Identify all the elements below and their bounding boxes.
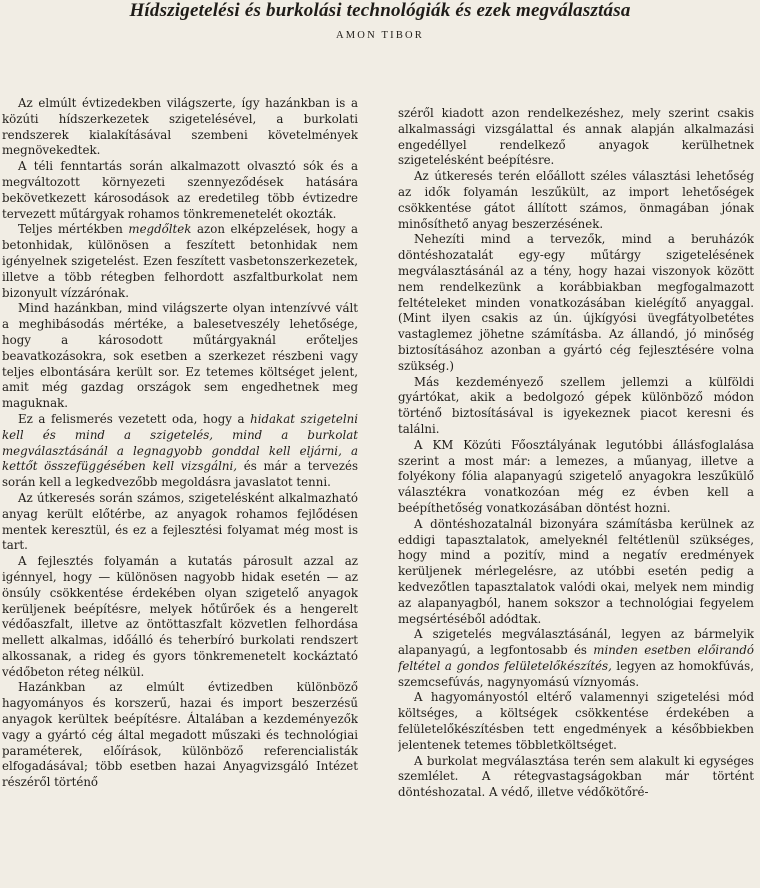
text-run: Az útkeresés terén előállott széles választási lehetőség az idők folyamán leszűkült, az import lehetőségek csökkentése gátot állított számos, önmagában jónak minősíthető anyag beszerzésének.: [398, 169, 754, 231]
paragraph: [2, 554, 358, 680]
text-run: A KM Közúti Főosztályának legutóbbi állásfoglalása szerint a most már: a lemezes, a műanyag, illetve a folyékony fólia alapanyagú szigetelő anyagokra leszűkülő választékra vonatkozóan még ez évben kell a beépíthetőség vonatkozásában döntést hozni.: [398, 437, 754, 515]
text-run: A hagyományostól eltérő valamennyi szigetelési mód költséges, a költségek csökkentése érdekében a felületelőkészítésben tett engedmények a későbbiekben jelentenek tetemes többletköltséget.: [398, 690, 754, 752]
left-column: [2, 96, 358, 878]
emphasis-run: minden esetben előirandó feltétel a gondos felületelőkészítés,: [398, 643, 754, 673]
paragraph: [2, 412, 358, 491]
paragraph: [2, 96, 358, 159]
text-run: A szigetelés megválasztásánál, legyen az bármelyik alapanyagú, a legfontosabb és: [398, 627, 754, 658]
text-run: azon elképzelések, hogy a betonhidak, különösen a feszített betonhidak nem igényelnek szigetelést. Ezen feszített vasbetonszerkezetek, illetve a több rétegben felhordott aszfaltburkolat nem bizonyult vízzárónak.: [2, 222, 358, 300]
text-run: A fejlesztés folyamán a kutatás párosult azzal az igénnyel, hogy — különösen nagyobb hidak esetén — az önsúly csökkentése érdekében olyan szigetelő anyagok kerüljenek beépítésre, melyek hőtűrőek és a hengerelt védőaszfalt, illetve az öntöttaszfalt közvetlen felhordása mellett alkalmas, időálló és teherbíró burkolati rendszert alkossanak, a rideg és gyors tönkremenetelt kockáztató védőbeton réteg nélkül.: [2, 554, 358, 679]
text-run: és már a tervezés során kell a legkedvezőbb megoldásra javaslatot tenni.: [2, 459, 358, 490]
text-run: A burkolat megválasztása terén sem alakult ki egységes szemlélet. A rétegvastagságokban már történt döntéshozatal. A védő, illetve védőkötőré-: [398, 753, 754, 800]
paragraph: [398, 438, 754, 517]
text-run: Teljes mértékben: [18, 222, 129, 237]
paragraph: [398, 232, 754, 374]
text-run: Az elmúlt évtizedekben világszerte, így hazánkban is a közúti hídszerkezetek szigetelésével, a burkolati rendszerek kialakításával szembeni követelmények megnövekedtek.: [2, 96, 358, 158]
text-run: Más kezdeményező szellem jellemzi a külföldi gyártókat, akik a bedolgozó gépek különböző módon történő biztosításával is igyekeznek piacot keresni és találni.: [398, 374, 754, 436]
paragraph: [2, 159, 358, 222]
text-run: Hazánkban az elmúlt évtizedben különböző hagyományos és korszerű, hazai és import beszerzésű anyagok kerültek beépítésre. Általában a kezdeményezők vagy a gyártó cég által megadott műszaki és technológiai paraméterek, előírások, különböző referencialisták elfogadásával; több esetben hazai Anyagvizsgáló Intézet részéről történő: [2, 680, 358, 790]
paragraph: [2, 301, 358, 412]
article-title: Hídszigetelési és burkolási technológiák és ezek megválasztása: [129, 0, 631, 21]
paragraph: [398, 169, 754, 232]
paragraph: [398, 517, 754, 628]
text-run: legyen az homokfúvás, szemcsefúvás, nagynyomású víznyomás.: [398, 658, 754, 689]
text-run: széről kiadott azon rendelkezéshez, mely szerint csakis alkalmassági vizsgálattal és annak alapján alkalmazási engedéllyel rendelkező anyagok kerülhetnek szigetelésként beépítésre.: [398, 106, 754, 168]
right-column: [398, 106, 754, 888]
paragraph: [398, 375, 754, 438]
paragraph: [2, 222, 358, 301]
paragraph: [398, 627, 754, 690]
text-run: A téli fenntartás során alkalmazott olvasztó sók és a megváltozott környezeti szennyeződések hatására bekövetkezett károsodások az eredetileg több évtizedre tervezett műtárgyak rohamos tönkremenetelét okozták.: [2, 159, 358, 221]
paragraph: [398, 106, 754, 169]
text-run: Mind hazánkban, mind világszerte olyan intenzívvé vált a meghibásodás mértéke, a balesetveszély lehetősége, hogy a károsodott műtárgyaknál erőteljes beavatkozásokra, sok esetben a szerkezet részbeni vagy teljes elbontására került sor. Ez tetemes költséget jelent, amit még gazdag országok sem engedhetnek meg maguknak.: [2, 301, 358, 411]
paragraph: [398, 690, 754, 753]
paragraph: [2, 680, 358, 791]
emphasis-run: megdőltek: [128, 222, 192, 237]
text-run: A döntéshozatalnál bizonyára számításba kerülnek az eddigi tapasztalatok, amelyeknél feltétlenül szükséges, hogy mind a pozitív, mind a negatív eredmények kerüljenek mérlegelésre, az utóbbi esetén pedig a kedvezőtlen tapasztalatok valódi okai, melyek nem mindig az alapanyagból, hanem sokszor a technológiai fegyelem megsértéséből adódtak.: [398, 516, 754, 626]
author-name: AMON TIBOR: [335, 30, 425, 41]
text-run: Ez a felismerés vezetett oda, hogy a: [18, 411, 251, 426]
emphasis-run: hidakat szigetelni kell és mind a szigetelés, mind a burkolat megválasztásánál a legnagyobb gonddal kell eljárni, a kettőt összefüggésében kell vizsgálni,: [2, 411, 358, 474]
paragraph: [398, 754, 754, 801]
text-run: Nehezíti mind a tervezők, mind a beruházók döntéshozatalát egy-egy műtárgy szigetelésének megválasztásánál az a tény, hogy hazai viszonyok között nem rendelkezünk a korábbiakban megfogalmazott feltételeket minden vonatkozásában kielégítő anyaggal. (Mint ilyen csakis az ún. újkígyósi üvegfátyolbetétes vastaglemez jöhetne számításba. Az állandó, jó minőség biztosításához azonban a gyártó cég fejlesztésére volna szükség.): [398, 232, 754, 373]
text-run: Az útkeresés során számos, szigetelésként alkalmazható anyag került előtérbe, az anyagok rohamos fejlődésen mentek keresztül, és ez a fejlesztési folyamat még most is tart.: [2, 490, 358, 553]
paragraph: [2, 491, 358, 554]
